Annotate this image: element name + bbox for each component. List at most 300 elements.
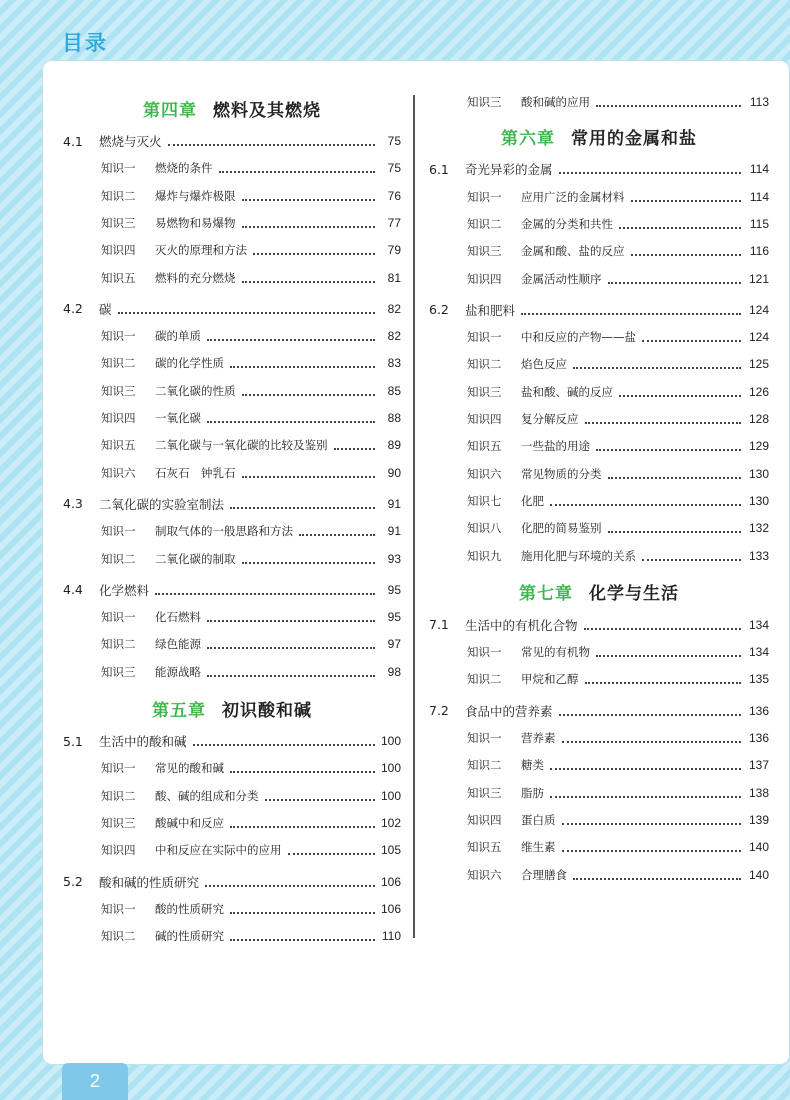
- page-ref: 100: [381, 761, 402, 776]
- knowledge-label-wrap: [467, 94, 590, 110]
- knowledge-label: 知识三: [467, 384, 502, 399]
- page-ref: 130: [748, 466, 769, 481]
- toc-knowledge-entry[interactable]: [429, 382, 769, 402]
- knowledge-title: 金属和酸、盐的反应: [521, 244, 625, 259]
- knowledge-label: 知识六: [101, 465, 136, 480]
- knowledge-title: 糖类: [521, 758, 544, 773]
- knowledge-label: 知识二: [101, 188, 136, 203]
- page-ref: 140: [748, 867, 769, 882]
- page-ref: 136: [748, 731, 769, 745]
- dot-leader: [253, 253, 375, 255]
- page-ref: 81: [387, 270, 401, 285]
- toc-knowledge-entry[interactable]: [429, 327, 769, 347]
- page-ref: 114: [749, 189, 769, 204]
- dot-leader: [619, 227, 741, 229]
- knowledge-title: 化肥: [521, 493, 544, 508]
- page-ref: 124: [748, 302, 769, 317]
- toc-knowledge-entry[interactable]: [63, 435, 401, 455]
- section-title: 燃烧与灭火: [99, 134, 162, 149]
- page-ref: 129: [748, 439, 769, 454]
- knowledge-label-wrap: [101, 328, 201, 344]
- page-number: 2: [89, 1071, 100, 1091]
- knowledge-title: 蛋白质: [521, 812, 556, 827]
- knowledge-label: 知识四: [467, 812, 502, 827]
- dot-leader: [230, 912, 375, 914]
- knowledge-label: 知识六: [467, 867, 502, 882]
- knowledge-title: 一些盐的用途: [521, 439, 590, 454]
- dot-leader: [608, 531, 742, 533]
- dot-leader: [562, 850, 742, 852]
- knowledge-label: 知识二: [101, 551, 136, 566]
- toc-knowledge-entry[interactable]: [63, 408, 401, 428]
- knowledge-label: 知识五: [101, 438, 136, 453]
- knowledge-title: 盐和酸、碱的反应: [521, 384, 613, 399]
- page-ref: 88: [387, 411, 401, 425]
- dot-leader: [230, 507, 375, 509]
- chapter-heading: [429, 579, 769, 605]
- knowledge-title: 碳的化学性质: [155, 356, 224, 371]
- dot-leader: [230, 771, 375, 773]
- page-ref: 124: [748, 330, 769, 345]
- knowledge-label-wrap: [467, 493, 544, 509]
- dot-leader: [550, 796, 741, 798]
- knowledge-label-wrap: [101, 901, 224, 917]
- knowledge-label: 知识五: [467, 840, 502, 855]
- knowledge-label-wrap: [101, 242, 247, 258]
- toc-knowledge-entry[interactable]: [63, 607, 401, 627]
- knowledge-title: 二氧化碳与一氧化碳的比较及鉴别: [155, 438, 328, 453]
- knowledge-label-wrap: [467, 411, 579, 427]
- page-ref: 110: [381, 929, 401, 944]
- dot-leader: [619, 395, 741, 397]
- knowledge-label-wrap: [101, 815, 224, 831]
- dot-leader: [242, 281, 376, 283]
- toc-section-entry[interactable]: [63, 299, 401, 319]
- toc-knowledge-entry[interactable]: [63, 840, 401, 860]
- page-ref: 95: [387, 610, 401, 625]
- knowledge-title: 易燃物和易爆物: [155, 215, 236, 230]
- page-ref: 138: [748, 785, 769, 800]
- knowledge-title: 能源战略: [155, 664, 201, 679]
- page-header-title: 目录: [62, 31, 108, 55]
- dot-leader: [596, 449, 741, 451]
- toc-knowledge-entry[interactable]: [429, 354, 769, 374]
- knowledge-label-wrap: [467, 839, 556, 855]
- knowledge-title: 复分解反应: [521, 412, 579, 426]
- page-ref: 125: [748, 357, 769, 372]
- toc-knowledge-entry[interactable]: [429, 269, 769, 289]
- toc-knowledge-entry[interactable]: [63, 813, 401, 833]
- toc-knowledge-entry[interactable]: [429, 464, 769, 484]
- knowledge-title: 施用化肥与环境的关系: [521, 548, 636, 563]
- toc-knowledge-entry[interactable]: [429, 409, 769, 429]
- toc-knowledge-entry[interactable]: [63, 899, 401, 919]
- page-ref: 114: [749, 162, 769, 177]
- toc-section-entry[interactable]: [63, 872, 401, 892]
- section-title: 生活中的酸和碱: [99, 734, 187, 749]
- dot-leader: [559, 714, 741, 716]
- page-ref: 91: [387, 496, 401, 511]
- dot-leader: [219, 171, 376, 173]
- knowledge-label: 知识一: [467, 645, 502, 660]
- toc-knowledge-entry[interactable]: [429, 546, 769, 566]
- section-number: 7.2: [429, 703, 449, 719]
- page-ref: 137: [748, 758, 769, 773]
- dot-leader: [193, 744, 375, 746]
- knowledge-title: 酸和碱的应用: [521, 95, 590, 109]
- knowledge-title: 燃料的充分燃烧: [155, 270, 236, 285]
- dot-leader: [550, 768, 741, 770]
- toc-knowledge-entry[interactable]: [429, 518, 769, 538]
- page-ref: 132: [748, 521, 769, 536]
- chapter-heading: [429, 123, 769, 149]
- chapter-heading: [63, 695, 401, 721]
- knowledge-label-wrap: [467, 189, 625, 205]
- knowledge-label: 知识三: [467, 785, 502, 800]
- knowledge-label: 知识三: [101, 383, 136, 398]
- knowledge-label-wrap: [467, 243, 625, 259]
- page-ref: 134: [748, 645, 769, 660]
- page-ref: 97: [387, 637, 401, 652]
- toc-section-entry[interactable]: [429, 159, 769, 179]
- section-title: 二氧化碳的实验室制法: [99, 496, 225, 512]
- page-ref: 139: [748, 812, 769, 827]
- dot-leader: [168, 144, 375, 146]
- knowledge-title: 碳的单质: [155, 329, 201, 344]
- toc-section-entry[interactable]: [429, 615, 769, 635]
- toc-knowledge-entry[interactable]: [429, 241, 769, 261]
- dot-leader: [642, 559, 741, 561]
- knowledge-label-wrap: [467, 785, 544, 801]
- knowledge-label: 知识五: [101, 270, 136, 285]
- knowledge-label: 知识二: [101, 637, 136, 652]
- knowledge-label: 知识四: [101, 843, 136, 858]
- knowledge-label: 知识二: [467, 758, 502, 773]
- knowledge-title: 甲烷和乙醇: [521, 672, 579, 687]
- knowledge-label: 知识二: [101, 356, 136, 371]
- dot-leader: [562, 741, 742, 743]
- dot-leader: [608, 477, 742, 479]
- knowledge-label: 知识一: [101, 761, 136, 776]
- knowledge-title: 燃烧的条件: [155, 161, 213, 176]
- page-ref: 113: [749, 95, 769, 109]
- knowledge-label: 知识九: [467, 548, 502, 563]
- dot-leader: [242, 562, 376, 564]
- knowledge-title: 常见的酸和碱: [155, 761, 224, 776]
- dot-leader: [288, 853, 376, 855]
- section-number: 4.2: [63, 301, 83, 317]
- toc-knowledge-entry[interactable]: [63, 786, 401, 806]
- knowledge-label-wrap: [101, 410, 201, 426]
- section-number: 5.2: [63, 874, 83, 889]
- page-ref: 90: [387, 465, 401, 480]
- toc-knowledge-entry[interactable]: [429, 491, 769, 511]
- page-ref: 121: [748, 271, 769, 286]
- toc-section-entry[interactable]: [63, 731, 401, 751]
- knowledge-title: 爆炸与爆炸极限: [155, 188, 236, 203]
- page-ref: 75: [387, 161, 401, 176]
- knowledge-label: 知识三: [101, 215, 136, 230]
- page-ref: 89: [387, 438, 401, 453]
- knowledge-label-wrap: [467, 757, 544, 773]
- knowledge-title: 二氧化碳的性质: [155, 383, 236, 398]
- dot-leader: [230, 939, 375, 941]
- knowledge-label: 知识四: [101, 243, 136, 258]
- knowledge-label: 知识一: [101, 901, 136, 916]
- knowledge-title: 金属活动性顺序: [521, 271, 602, 286]
- toc-knowledge-entry[interactable]: [429, 783, 769, 803]
- knowledge-title: 常见物质的分类: [521, 466, 602, 481]
- section-title: 食品中的营养素: [465, 703, 553, 719]
- toc-knowledge-entry[interactable]: [63, 521, 401, 541]
- knowledge-title: 酸的性质研究: [155, 901, 224, 916]
- knowledge-label-wrap: [101, 664, 201, 680]
- toc-knowledge-entry[interactable]: [63, 186, 401, 206]
- toc-knowledge-entry[interactable]: [63, 549, 401, 569]
- toc-knowledge-entry[interactable]: [63, 158, 401, 178]
- dot-leader: [242, 226, 376, 228]
- page-ref: 83: [387, 356, 401, 371]
- section-title: 酸和碱的性质研究: [99, 874, 200, 890]
- toc-section-entry[interactable]: [429, 300, 769, 320]
- page-ref: 135: [748, 672, 769, 687]
- page-ref: 130: [748, 493, 769, 508]
- toc-knowledge-entry[interactable]: [429, 436, 769, 456]
- page-ref: 134: [748, 617, 769, 632]
- knowledge-label: 知识一: [467, 330, 502, 345]
- toc-knowledge-entry[interactable]: [429, 187, 769, 207]
- page-ref: 105: [381, 843, 402, 858]
- knowledge-label-wrap: [467, 216, 613, 232]
- toc-knowledge-entry[interactable]: [429, 755, 769, 775]
- knowledge-label: 知识二: [467, 216, 502, 231]
- dot-leader: [585, 682, 742, 684]
- page-ref: 85: [387, 383, 401, 398]
- chapter-title: 常用的金属和盐: [571, 128, 697, 149]
- dot-leader: [207, 421, 375, 423]
- dot-leader: [608, 282, 742, 284]
- knowledge-title: 焰色反应: [521, 357, 567, 372]
- toc-knowledge-entry[interactable]: [429, 728, 769, 748]
- knowledge-title: 中和反应的产物——盐: [521, 330, 636, 345]
- knowledge-label-wrap: [467, 384, 613, 400]
- knowledge-label-wrap: [467, 730, 556, 746]
- knowledge-label-wrap: [467, 548, 636, 564]
- knowledge-title: 石灰石 钟乳石: [155, 465, 236, 480]
- knowledge-title: 灭火的原理和方法: [155, 243, 247, 258]
- toc-panel: [42, 60, 790, 1065]
- knowledge-label-wrap: [467, 329, 636, 345]
- knowledge-label-wrap: [101, 609, 201, 625]
- toc-knowledge-entry[interactable]: [63, 463, 401, 483]
- page-ref: 115: [749, 216, 769, 231]
- page-ref: 77: [387, 215, 401, 230]
- toc-knowledge-entry[interactable]: [429, 837, 769, 857]
- chapter-heading: [63, 95, 401, 121]
- knowledge-title: 常见的有机物: [521, 645, 590, 660]
- dot-leader: [207, 675, 375, 677]
- knowledge-label: 知识一: [101, 161, 136, 176]
- page-ref: 106: [381, 901, 402, 916]
- toc-section-entry[interactable]: [63, 580, 401, 600]
- dot-leader: [585, 422, 742, 424]
- knowledge-label-wrap: [467, 520, 602, 536]
- knowledge-label-wrap: [101, 215, 236, 231]
- knowledge-label-wrap: [101, 437, 328, 453]
- knowledge-label: 知识一: [467, 189, 502, 204]
- section-number: 6.1: [429, 161, 449, 177]
- knowledge-title: 酸碱中和反应: [155, 815, 224, 830]
- knowledge-label-wrap: [101, 465, 236, 481]
- dot-leader: [596, 655, 741, 657]
- toc-section-entry[interactable]: [63, 494, 401, 514]
- section-number: 7.1: [429, 617, 449, 633]
- knowledge-title: 化肥的简易鉴别: [521, 521, 602, 536]
- chapter-number: 第四章: [143, 100, 197, 121]
- page-ref: 106: [381, 874, 402, 889]
- knowledge-title: 应用广泛的金属材料: [521, 189, 625, 204]
- knowledge-title: 化石燃料: [155, 610, 201, 625]
- chapter-number: 第七章: [519, 584, 573, 605]
- toc-knowledge-entry[interactable]: [63, 213, 401, 233]
- knowledge-title: 脂肪: [521, 785, 544, 800]
- toc-section-entry[interactable]: [63, 131, 401, 151]
- dot-leader: [584, 628, 741, 630]
- toc-knowledge-entry[interactable]: [429, 865, 769, 885]
- dot-leader: [334, 448, 376, 450]
- section-title: 化学燃料: [99, 582, 150, 598]
- dot-leader: [207, 620, 375, 622]
- section-title: 盐和肥料: [465, 302, 516, 318]
- toc-knowledge-entry[interactable]: [429, 810, 769, 830]
- page-ref: 136: [748, 703, 769, 718]
- toc-knowledge-entry[interactable]: [429, 214, 769, 234]
- knowledge-label-wrap: [467, 644, 590, 660]
- section-number: 4.3: [63, 496, 83, 512]
- knowledge-title: 碱的性质研究: [155, 929, 224, 944]
- toc-knowledge-entry[interactable]: [429, 642, 769, 662]
- page-ref: 100: [381, 734, 402, 748]
- page-ref: 95: [387, 582, 401, 597]
- knowledge-label-wrap: [101, 188, 236, 204]
- chapter-title: 化学与生活: [589, 584, 679, 605]
- page-ref: 82: [387, 301, 401, 316]
- page-ref: 98: [387, 664, 401, 679]
- knowledge-title: 中和反应在实际中的应用: [155, 843, 282, 858]
- page-ref: 82: [387, 329, 401, 344]
- knowledge-label-wrap: [101, 383, 236, 399]
- knowledge-label-wrap: [101, 355, 224, 371]
- toc-knowledge-entry[interactable]: [63, 758, 401, 778]
- knowledge-label: 知识四: [467, 412, 502, 426]
- knowledge-label-wrap: [467, 356, 567, 372]
- knowledge-title: 制取气体的一般思路和方法: [155, 524, 293, 539]
- knowledge-label: 知识四: [467, 271, 502, 286]
- chapter-number: 第五章: [152, 700, 206, 721]
- knowledge-label: 知识五: [467, 439, 502, 454]
- page-ref: 75: [387, 134, 401, 148]
- dot-leader: [573, 367, 741, 369]
- toc-knowledge-entry[interactable]: [63, 353, 401, 373]
- toc-knowledge-entry[interactable]: [429, 669, 769, 689]
- knowledge-label: 知识三: [101, 815, 136, 830]
- page-ref: 116: [749, 244, 769, 259]
- section-title: 碳: [99, 301, 112, 317]
- knowledge-title: 酸、碱的组成和分类: [155, 788, 259, 803]
- knowledge-label-wrap: [101, 160, 213, 176]
- page-ref: 133: [748, 548, 769, 563]
- knowledge-label: 知识八: [467, 521, 502, 536]
- knowledge-label: 知识二: [101, 929, 136, 944]
- dot-leader: [207, 339, 375, 341]
- dot-leader: [230, 826, 375, 828]
- dot-leader: [521, 313, 741, 315]
- knowledge-label: 知识六: [467, 466, 502, 481]
- page-ref: 93: [387, 551, 401, 566]
- section-number: 4.1: [63, 133, 83, 149]
- section-number: 6.2: [429, 302, 449, 318]
- knowledge-label: 知识一: [101, 610, 136, 625]
- dot-leader: [631, 254, 742, 256]
- knowledge-label: 知识四: [101, 411, 136, 425]
- section-number: 4.4: [63, 582, 83, 598]
- knowledge-label: 知识一: [101, 329, 136, 344]
- page-ref: 126: [748, 384, 769, 399]
- section-title: 生活中的有机化合物: [465, 617, 578, 633]
- page-ref: 76: [387, 188, 401, 203]
- knowledge-label-wrap: [101, 760, 224, 776]
- knowledge-label-wrap: [101, 842, 282, 858]
- knowledge-label: 知识三: [101, 664, 136, 679]
- knowledge-title: 维生素: [521, 840, 556, 855]
- toc-section-entry[interactable]: [429, 701, 769, 721]
- knowledge-label: 知识七: [467, 493, 502, 508]
- knowledge-label-wrap: [101, 788, 259, 804]
- page-ref: 100: [381, 788, 402, 803]
- toc-knowledge-entry[interactable]: [63, 381, 401, 401]
- dot-leader: [118, 312, 375, 314]
- knowledge-label-wrap: [467, 271, 602, 287]
- page-ref: 79: [387, 243, 401, 258]
- dot-leader: [642, 340, 741, 342]
- dot-leader: [573, 878, 741, 880]
- knowledge-title: 合理膳食: [521, 867, 567, 882]
- knowledge-title: 营养素: [521, 731, 556, 745]
- knowledge-title: 金属的分类和共性: [521, 216, 613, 231]
- knowledge-label-wrap: [101, 551, 236, 567]
- column-divider: [413, 95, 415, 938]
- toc-knowledge-entry[interactable]: [63, 634, 401, 654]
- knowledge-label: 知识一: [467, 731, 502, 745]
- dot-leader: [559, 172, 741, 174]
- toc-knowledge-entry[interactable]: [63, 268, 401, 288]
- knowledge-label-wrap: [101, 270, 236, 286]
- toc-knowledge-entry[interactable]: [63, 926, 401, 946]
- chapter-title: 初识酸和碱: [222, 700, 312, 721]
- dot-leader: [596, 105, 741, 107]
- toc-knowledge-entry[interactable]: [429, 92, 769, 112]
- knowledge-label-wrap: [467, 812, 556, 828]
- dot-leader: [155, 593, 375, 595]
- toc-knowledge-entry[interactable]: [63, 326, 401, 346]
- dot-leader: [207, 647, 375, 649]
- dot-leader: [299, 534, 375, 536]
- dot-leader: [242, 394, 376, 396]
- knowledge-label-wrap: [467, 438, 590, 454]
- page-ref: 140: [748, 840, 769, 855]
- toc-knowledge-entry[interactable]: [63, 240, 401, 260]
- toc-knowledge-entry[interactable]: [63, 662, 401, 682]
